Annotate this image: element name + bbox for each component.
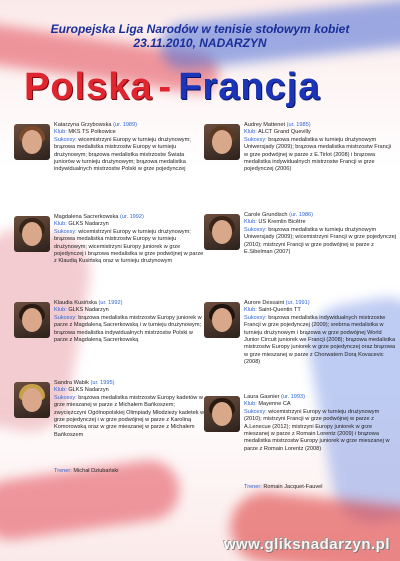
player-card xyxy=(14,300,206,380)
player-birth-year: (ur. 1986) xyxy=(289,212,314,218)
player-info xyxy=(54,214,206,266)
player-photo xyxy=(204,124,240,160)
achievements-label: Sukcesy: xyxy=(244,314,267,321)
achievements-label: Sukcesy: xyxy=(244,136,267,143)
player-photo xyxy=(14,382,50,418)
player-photo xyxy=(204,396,240,432)
player-name: Magdalena Sacrerkowska xyxy=(54,214,119,220)
coach-name: Michał Dziubański xyxy=(73,468,119,474)
player-club: GLKS Nadarzyn xyxy=(68,221,109,228)
website-url: www.gliksnadarzyn.pl xyxy=(223,536,390,553)
player-name: Katarzyna Grzybowska xyxy=(54,122,112,128)
player-birth-year: (ur. 1989) xyxy=(113,122,138,128)
player-card xyxy=(204,394,396,484)
achievements-label: Sukcesy: xyxy=(54,394,77,401)
poland-coach xyxy=(54,468,206,475)
face-shape xyxy=(22,388,42,412)
player-birth-year: (ur. 1993) xyxy=(281,394,305,400)
player-name: Audrey Mattenet xyxy=(244,122,286,128)
player-birth-year: (ur. 1992) xyxy=(98,300,123,306)
club-label: Klub: xyxy=(54,387,67,394)
event-title: Europejska Liga Narodów w tenisie stołowym kobiet xyxy=(50,22,350,36)
player-card xyxy=(204,212,396,300)
france-team-column xyxy=(204,122,396,491)
achievements-label: Sukcesy: xyxy=(244,408,267,415)
player-club: GLKS Nadarzyn xyxy=(68,307,109,314)
player-club: Saint-Quentin TT xyxy=(258,307,301,314)
face-shape xyxy=(212,402,232,426)
coach-label: Trener: xyxy=(244,484,262,490)
player-club: ALCT Grand Quevilly xyxy=(258,129,311,136)
club-label: Klub: xyxy=(54,307,67,314)
face-shape xyxy=(212,308,232,332)
title-poland: Polska xyxy=(24,66,153,108)
title-france: Francja xyxy=(178,66,321,108)
player-achievements: wicemistrzyni Europy w turnieju drużynowym (2010); mistrzyni Francji w grze podwójnej w parze z A.Lenecue (2012); mistrzyni Europy juniorek w grze mieszanej w parze z Romain Lorentz (2009) i brązowa medalistka mistrzostw Europy juniorek w grze mieszanej w parze z Romain Lorentz (2008) xyxy=(244,408,390,452)
player-info xyxy=(54,300,206,344)
player-card xyxy=(14,214,206,300)
player-card xyxy=(204,122,396,212)
player-card xyxy=(204,300,396,394)
player-birth-year: (ur. 1992) xyxy=(119,214,144,220)
player-name: Klaudia Kusińska xyxy=(54,300,97,306)
club-label: Klub: xyxy=(244,219,257,226)
face-shape xyxy=(212,220,232,244)
player-achievements: brązowa medalistka mistrzostw Europy kadetów w grze mieszanej w parze z Michałem Bańkoszem; zwyciężczyni Ogólnopolskiej Olimpiady Młodzieży kadetek w grze pojedynczej i w grze podwójnej w parze z Karoliną Komorowską oraz w grze mieszanej w parze z Michałem Bańkoszem xyxy=(54,394,205,438)
player-photo xyxy=(204,302,240,338)
club-label: Klub: xyxy=(244,401,257,408)
achievements-label: Sukcesy: xyxy=(54,228,77,235)
event-header xyxy=(0,22,400,50)
player-name: Sandra Wabik xyxy=(54,380,89,386)
face-shape xyxy=(22,222,42,246)
player-photo xyxy=(14,216,50,252)
player-info xyxy=(244,300,396,367)
coach-label: Trener: xyxy=(54,468,72,474)
player-info xyxy=(244,122,396,174)
player-photo xyxy=(14,302,50,338)
face-shape xyxy=(22,308,42,332)
player-club: Mayenne CA xyxy=(258,401,291,408)
player-name: Carole Grundisch xyxy=(244,212,288,218)
player-achievements: brązowa medalistka w turnieju drużynowym Uniwersjady (2009); wicemistrzyni Francji w grze pojedynczej (2010); mistrzyni Francji w grze podwójnej w parze z E.Sibelman (2007) xyxy=(244,226,397,256)
player-name: Aurore Dessaint xyxy=(244,300,285,306)
title-separator: - xyxy=(158,66,173,108)
player-info xyxy=(244,394,396,453)
match-title xyxy=(24,60,384,114)
france-coach xyxy=(244,484,396,491)
club-label: Klub: xyxy=(244,307,257,314)
player-club: MKS TS Polkowice xyxy=(68,129,116,136)
achievements-label: Sukcesy: xyxy=(244,226,267,233)
player-club: US Kremlin Bicêtre xyxy=(258,219,306,226)
player-card xyxy=(14,122,206,214)
player-birth-year: (ur. 1995) xyxy=(90,380,115,386)
face-shape xyxy=(212,130,232,154)
club-label: Klub: xyxy=(244,129,257,136)
face-shape xyxy=(22,130,42,154)
achievements-label: Sukcesy: xyxy=(54,314,77,321)
event-date-place: 23.11.2010, NADARZYN xyxy=(133,36,267,50)
player-achievements: wicemistrzyni Europy w turnieju drużynowym; brązowa medalistka mistrzostw Europy w turnieju drużynowym; brązowa medalistka mistrzostw Świata juniorów w turnieju drużynowym; brązowa medalistka indywidualnych mistrzostw Polski w grze pojedynczej xyxy=(54,136,191,173)
player-photo xyxy=(14,124,50,160)
player-achievements: wicemistrzyni Europy w turnieju drużynowym; brązowa medalistka mistrzostw Europy w turnieju drużynowym; wicemistrzyni Europy juniorek w grze pojedynczej i brązowa medalistka w grze podwójnej w parze z Klaudią Kusińską oraz w turnieju drużynowym xyxy=(54,228,204,265)
player-photo xyxy=(204,214,240,250)
player-achievements: brązowa medalistka indywidualnych mistrzostw Francji w grze pojedynczej (2009); srebrna medalistka w turnieju drużynowym i brązowa w grze podwójnej World Junior Circuit juniorek we Francji (2008); brązowa medalistka mistrzostw Europy juniorek w grze pojedynczej oraz brązowa w grze mieszanej w parze z Chorwatem Dorą Kovacevic (2008) xyxy=(244,314,396,366)
poland-team-column xyxy=(14,122,206,475)
achievements-label: Sukcesy: xyxy=(54,136,77,143)
player-info xyxy=(54,380,206,439)
player-club: GLKS Nadarzyn xyxy=(68,387,109,394)
player-info xyxy=(54,122,206,174)
player-birth-year: (ur. 1991) xyxy=(285,300,310,306)
player-name: Laura Gasnier xyxy=(244,394,280,400)
coach-name: Romain Jacquet-Fauvel xyxy=(263,484,323,490)
club-label: Klub: xyxy=(54,221,67,228)
player-achievements: brązowa medalistka mistrzostw Europy juniorek w parze z Magdaleną Sacrerkowską i w turnieju drużynowym; brązowa medalistka indywidualnych mistrzostw Polski w parze z Magdaleną Sacrerkowską xyxy=(54,314,202,344)
player-card xyxy=(14,380,206,468)
player-info xyxy=(244,212,396,256)
player-achievements: brązowa medalistka w turnieju drużynowym Uniwersjady (2009); brązowa medalistka mistrzostw Francji w grze podwójnej w parze z E.Tirlot (2008) i brązowa medalistka indywidualnych mistrzostw Francji w grze pojedynczej (2006) xyxy=(244,136,392,173)
club-label: Klub: xyxy=(54,129,67,136)
player-birth-year: (ur. 1985) xyxy=(286,122,311,128)
